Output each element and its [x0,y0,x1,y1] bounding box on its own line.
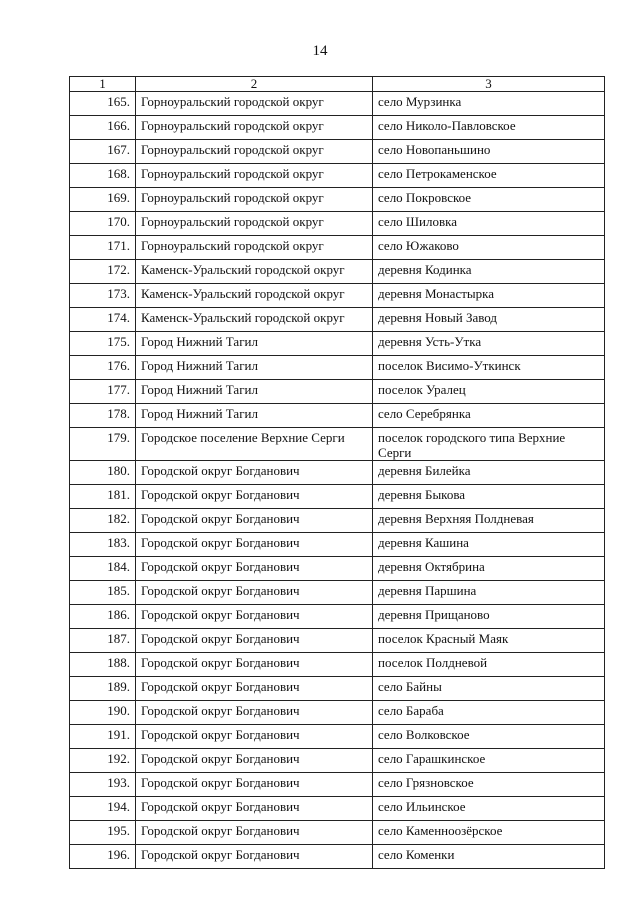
row-number-cell: 189. [70,677,136,701]
table-header-row [70,77,605,92]
row-number-cell: 179. [70,428,136,461]
district-cell: Каменск-Уральский городской округ [136,308,373,332]
table-row [70,404,605,428]
row-number-cell: 190. [70,701,136,725]
row-number-cell: 192. [70,749,136,773]
row-number-cell: 185. [70,581,136,605]
district-cell: Горноуральский городской округ [136,236,373,260]
settlement-cell: село Серебрянка [373,404,605,428]
district-cell: Городской округ Богданович [136,461,373,485]
district-cell: Горноуральский городской округ [136,92,373,116]
table-row [70,260,605,284]
settlement-cell: деревня Усть-Утка [373,332,605,356]
settlement-cell: поселок городского типа Верхние Серги [373,428,605,461]
district-cell: Каменск-Уральский городской округ [136,284,373,308]
table-body [70,92,605,869]
row-number-cell: 193. [70,773,136,797]
settlement-cell: село Волковское [373,725,605,749]
row-number-cell: 191. [70,725,136,749]
table-row [70,509,605,533]
district-cell: Городской округ Богданович [136,509,373,533]
district-cell: Городской округ Богданович [136,533,373,557]
table-row [70,164,605,188]
table-row [70,428,605,461]
settlement-cell: село Грязновское [373,773,605,797]
settlement-cell: поселок Полдневой [373,653,605,677]
table-row [70,533,605,557]
district-cell: Город Нижний Тагил [136,380,373,404]
district-cell: Город Нижний Тагил [136,404,373,428]
district-cell: Городской округ Богданович [136,629,373,653]
settlement-cell: село Петрокаменское [373,164,605,188]
table-row [70,749,605,773]
row-number-cell: 186. [70,605,136,629]
row-number-cell: 170. [70,212,136,236]
column-header-3: 3 [373,77,605,92]
table-row [70,485,605,509]
district-cell: Городской округ Богданович [136,605,373,629]
district-cell: Горноуральский городской округ [136,188,373,212]
district-cell: Город Нижний Тагил [136,332,373,356]
table-row [70,116,605,140]
table-row [70,677,605,701]
settlement-cell: деревня Кодинка [373,260,605,284]
table-row [70,773,605,797]
settlement-cell: деревня Билейка [373,461,605,485]
settlement-cell: село Гарашкинское [373,749,605,773]
district-cell: Городской округ Богданович [136,557,373,581]
row-number-cell: 181. [70,485,136,509]
page-number: 14 [312,43,328,59]
settlement-cell: деревня Быкова [373,485,605,509]
district-cell: Город Нижний Тагил [136,356,373,380]
settlement-cell: село Новопаньшино [373,140,605,164]
district-cell: Городской округ Богданович [136,821,373,845]
table-row [70,797,605,821]
settlement-cell: село Николо-Павловское [373,116,605,140]
district-cell: Городской округ Богданович [136,797,373,821]
row-number-cell: 188. [70,653,136,677]
table-row [70,461,605,485]
row-number-cell: 184. [70,557,136,581]
table-row [70,605,605,629]
settlement-cell: деревня Октябрина [373,557,605,581]
settlement-cell: село Коменки [373,845,605,869]
settlement-cell: село Бараба [373,701,605,725]
table-row [70,629,605,653]
district-cell: Городской округ Богданович [136,677,373,701]
district-cell: Городской округ Богданович [136,845,373,869]
row-number-cell: 194. [70,797,136,821]
settlement-cell: деревня Новый Завод [373,308,605,332]
table-row [70,236,605,260]
table-row [70,284,605,308]
row-number-cell: 182. [70,509,136,533]
settlements-table [69,76,605,869]
row-number-cell: 180. [70,461,136,485]
district-cell: Городской округ Богданович [136,773,373,797]
district-cell: Каменск-Уральский городской округ [136,260,373,284]
district-cell: Городской округ Богданович [136,749,373,773]
settlement-cell: деревня Прищаново [373,605,605,629]
settlement-cell: село Байны [373,677,605,701]
table-row [70,212,605,236]
row-number-cell: 165. [70,92,136,116]
table-row [70,581,605,605]
district-cell: Городской округ Богданович [136,701,373,725]
row-number-cell: 166. [70,116,136,140]
settlement-cell: деревня Кашина [373,533,605,557]
row-number-cell: 177. [70,380,136,404]
settlement-cell: село Шиловка [373,212,605,236]
table-row [70,92,605,116]
row-number-cell: 172. [70,260,136,284]
settlement-cell: село Ильинское [373,797,605,821]
district-cell: Городской округ Богданович [136,653,373,677]
settlement-cell: деревня Паршина [373,581,605,605]
district-cell: Горноуральский городской округ [136,212,373,236]
row-number-cell: 178. [70,404,136,428]
row-number-cell: 195. [70,821,136,845]
table-row [70,380,605,404]
table-row [70,332,605,356]
district-cell: Горноуральский городской округ [136,116,373,140]
district-cell: Городской округ Богданович [136,581,373,605]
district-cell: Горноуральский городской округ [136,140,373,164]
table-row [70,845,605,869]
table-row [70,356,605,380]
settlement-cell: село Южаково [373,236,605,260]
settlement-cell: поселок Красный Маяк [373,629,605,653]
district-cell: Горноуральский городской округ [136,164,373,188]
row-number-cell: 175. [70,332,136,356]
table-row [70,557,605,581]
settlement-cell: поселок Висимо-Уткинск [373,356,605,380]
column-header-1: 1 [70,77,136,92]
row-number-cell: 173. [70,284,136,308]
settlement-cell: деревня Верхняя Полдневая [373,509,605,533]
settlement-cell: село Мурзинка [373,92,605,116]
table-row [70,140,605,164]
row-number-cell: 168. [70,164,136,188]
settlement-cell: поселок Уралец [373,380,605,404]
district-cell: Городской округ Богданович [136,725,373,749]
row-number-cell: 167. [70,140,136,164]
table-row [70,725,605,749]
row-number-cell: 196. [70,845,136,869]
column-header-2: 2 [136,77,373,92]
table-row [70,701,605,725]
row-number-cell: 174. [70,308,136,332]
table-row [70,188,605,212]
row-number-cell: 169. [70,188,136,212]
district-cell: Городской округ Богданович [136,485,373,509]
settlement-cell: деревня Монастырка [373,284,605,308]
row-number-cell: 183. [70,533,136,557]
row-number-cell: 171. [70,236,136,260]
table-row [70,308,605,332]
district-cell: Городское поселение Верхние Серги [136,428,373,461]
table-row [70,821,605,845]
row-number-cell: 187. [70,629,136,653]
settlement-cell: село Каменноозёрское [373,821,605,845]
settlement-cell: село Покровское [373,188,605,212]
row-number-cell: 176. [70,356,136,380]
table-row [70,653,605,677]
